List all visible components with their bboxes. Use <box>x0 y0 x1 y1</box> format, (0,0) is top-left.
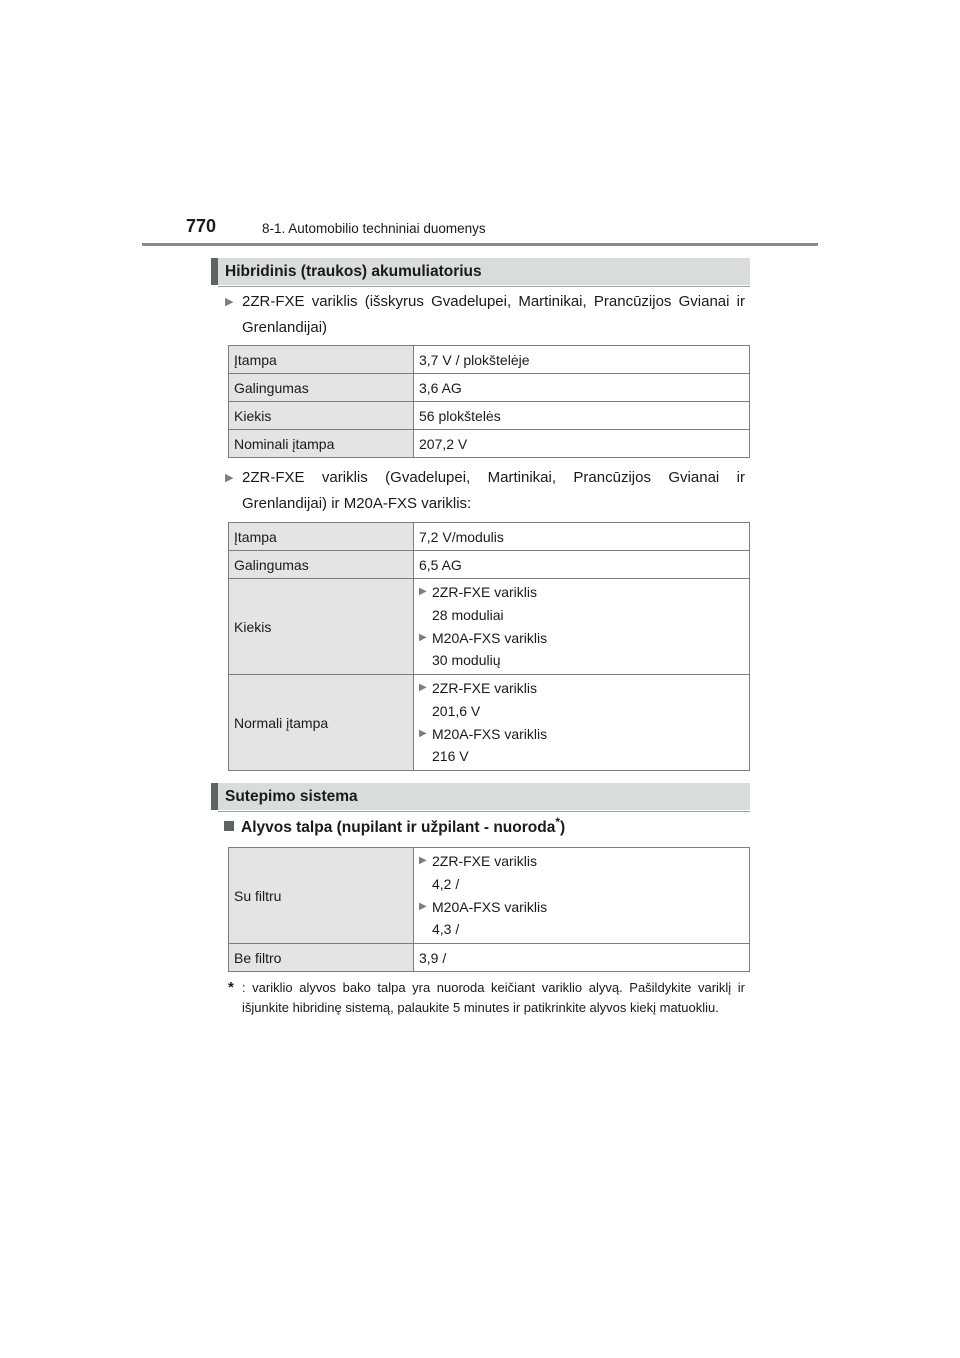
row-value: 3,7 V / plokštelėje <box>414 346 750 374</box>
table-row <box>229 551 750 579</box>
square-icon <box>224 821 234 831</box>
row-label: Normali įtampa <box>229 675 414 771</box>
table-row <box>229 579 750 675</box>
row-value: 207,2 V <box>414 430 750 458</box>
row-value: 56 plokštelės <box>414 402 750 430</box>
sub-line: 4,2 / <box>432 875 460 892</box>
sub-line: ▶ M20A-FXS variklis <box>419 896 744 919</box>
triangle-right-icon: ▶ <box>419 900 427 912</box>
triangle-right-icon: ▶ <box>419 727 427 739</box>
row-value <box>414 848 750 944</box>
table-row <box>229 402 750 430</box>
row-label: Su filtru <box>229 848 414 944</box>
row-value: 3,9 / <box>414 944 750 972</box>
bullet-para-1 <box>225 289 745 341</box>
triangle-right-icon: ▶ <box>419 631 427 643</box>
oil-capacity-heading: Alyvos talpa (nupilant ir užpilant - nuoroda*) <box>224 815 565 837</box>
sub-line: 30 modulių <box>432 652 501 669</box>
section-title-battery: Hibridinis (traukos) akumuliatorius <box>211 258 750 285</box>
battery-table-1 <box>228 345 750 458</box>
row-label: Kiekis <box>229 402 414 430</box>
table-row <box>229 944 750 972</box>
footnote <box>228 978 745 1019</box>
row-value <box>414 675 750 771</box>
table-row <box>229 346 750 374</box>
row-value: 7,2 V/modulis <box>414 523 750 551</box>
row-label: Galingumas <box>229 551 414 579</box>
table-row <box>229 374 750 402</box>
row-label: Kiekis <box>229 579 414 675</box>
page-number: 770 <box>186 216 217 236</box>
row-value <box>414 579 750 675</box>
sub-line: ▶ 2ZR-FXE variklis <box>419 581 744 604</box>
footnote-mark: * <box>228 979 234 996</box>
sub-line: ▶ M20A-FXS variklis <box>419 723 744 746</box>
row-label: Įtampa <box>229 346 414 374</box>
bullet-para-1-text: 2ZR-FXE variklis (išskyrus Gvadelupei, Martinikai, Prancūzijos Gvianai ir Grenlandijai) <box>242 293 745 336</box>
triangle-right-icon: ▶ <box>419 855 427 867</box>
bullet-para-2 <box>225 465 745 517</box>
section-title-lubrication: Sutepimo sistema <box>211 783 750 810</box>
row-label: Galingumas <box>229 374 414 402</box>
table-row <box>229 848 750 944</box>
table-row <box>229 523 750 551</box>
triangle-right-icon: ▶ <box>419 682 427 694</box>
triangle-right-icon: ▶ <box>225 296 234 308</box>
row-value: 6,5 AG <box>414 551 750 579</box>
oil-capacity-table <box>228 847 750 972</box>
battery-table-2 <box>228 522 750 771</box>
sub-line: 28 moduliai <box>432 606 504 623</box>
triangle-right-icon: ▶ <box>225 472 234 484</box>
sub-line: ▶ M20A-FXS variklis <box>419 627 744 650</box>
running-head: 8-1. Automobilio techniniai duomenys <box>262 221 486 236</box>
header-rule <box>142 243 818 246</box>
table-row <box>229 675 750 771</box>
sub-line: ▶ 2ZR-FXE variklis <box>419 677 744 700</box>
sub-line: ▶ 2ZR-FXE variklis <box>419 850 744 873</box>
row-label: Be filtro <box>229 944 414 972</box>
table-row <box>229 430 750 458</box>
row-value: 3,6 AG <box>414 374 750 402</box>
row-label: Įtampa <box>229 523 414 551</box>
sub-line: 4,3 / <box>432 921 460 938</box>
sub-line: 216 V <box>432 748 469 765</box>
triangle-right-icon: ▶ <box>419 586 427 598</box>
footnote-text: : variklio alyvos bako talpa yra nuoroda keičiant variklio alyvą. Pašildykite variklį ir išjunkite hibridinę sistemą, palaukite 5 minutes ir patikrinkite alyvos kiekį matuokliu. <box>242 980 745 1016</box>
row-label: Nominali įtampa <box>229 430 414 458</box>
bullet-para-2-text: 2ZR-FXE variklis (Gvadelupei, Martinikai, Prancūzijos Gvianai ir Grenlandijai) ir M20A-FXS variklis: <box>242 469 745 512</box>
sub-line: 201,6 V <box>432 702 481 719</box>
